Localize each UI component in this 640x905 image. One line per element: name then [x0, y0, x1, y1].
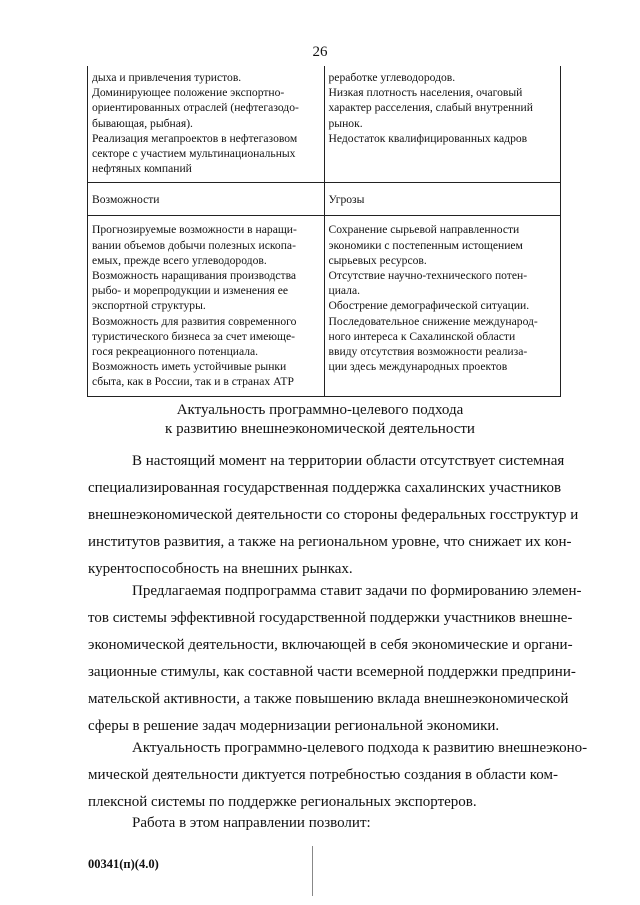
opportunities-cell	[88, 216, 325, 396]
opportunities-line: рыбо- и морепродукции и изменения ее	[92, 284, 289, 298]
threats-line: ции здесь международных проектов	[328, 360, 508, 374]
paragraph-3	[88, 735, 588, 816]
paragraph-line: экономической деятельности, включающей в себя экономические и органи-	[88, 637, 573, 653]
threats-line: ввиду отсутствия возможности реализа-	[328, 345, 528, 359]
page-number: 26	[312, 44, 328, 60]
threats-line: Отсутствие научно-технического потен-	[328, 269, 528, 283]
threats-line: Сохранение сырьевой направленности	[328, 223, 520, 237]
section-heading-line: к развитию внешнеэкономической деятельности	[165, 421, 475, 437]
paragraph-line: специализированная государственная поддержка сахалинских участников	[88, 480, 562, 496]
strengths-cell	[88, 66, 325, 183]
opportunities-line: Прогнозируемые возможности в наращи-	[92, 223, 297, 237]
paragraph-line: плексной системы по поддержке региональных экспортеров.	[88, 794, 477, 810]
weaknesses-cell	[324, 66, 561, 183]
threats-line: Обострение демографической ситуации.	[328, 299, 530, 313]
strengths-line: дыха и привлечения туристов.	[92, 71, 242, 84]
strengths-line: нефтяных компаний	[92, 162, 192, 176]
threats-header: Угрозы	[324, 183, 561, 216]
weaknesses-line: Низкая плотность населения, очаговый	[328, 86, 523, 100]
threats-line: экономики с постепенным истощением	[328, 238, 523, 252]
paragraph-line: курентоспособность на внешних рынках.	[88, 561, 353, 577]
threats-cell	[324, 216, 561, 396]
section-heading-line: Актуальность программно-целевого подхода	[176, 402, 464, 418]
paragraph-line: мической деятельности диктуется потребностью создания в области ком-	[88, 767, 558, 783]
paragraph-4	[88, 810, 558, 837]
paragraph-line: Предлагаемая подпрограмма ставит задачи по формированию элемен-	[132, 583, 582, 599]
strengths-line: бывающая, рыбная).	[92, 116, 193, 130]
weaknesses-line: реработке углеводородов.	[328, 71, 456, 84]
threats-line: ного интереса к Сахалинской области	[328, 329, 516, 343]
opportunities-header: Возможности	[88, 183, 325, 216]
threats-line: сырьевых ресурсов.	[328, 253, 427, 267]
paragraph-line: институтов развития, а также на региональном уровне, что снижает их кон-	[88, 534, 572, 550]
opportunities-line: экспортной структуры.	[92, 299, 206, 313]
document-code: 00341(п)(4.0)	[88, 857, 159, 871]
paragraph-line: Работа в этом направлении позволит:	[132, 815, 371, 831]
paragraph-line: В настоящий момент на территории области отсутствует системная	[132, 453, 565, 469]
weaknesses-line: рынок.	[328, 116, 363, 130]
opportunities-line: туристического бизнеса за счет имеюще-	[92, 329, 295, 343]
strengths-line: ориентированных отраслей (нефтегазодо-	[92, 101, 299, 115]
weaknesses-line: Недостаток квалифицированных кадров	[328, 131, 528, 145]
paragraph-1	[88, 448, 579, 583]
opportunities-line: Возможность наращивания производства	[92, 269, 297, 283]
opportunities-line: Возможность иметь устойчивые рынки	[92, 360, 287, 374]
opportunities-line: Возможность для развития современного	[92, 314, 297, 328]
swot-table	[87, 66, 561, 397]
opportunities-line: емых, прежде всего углеводородов.	[92, 253, 267, 267]
weaknesses-line: характер расселения, слабый внутренний	[328, 101, 533, 115]
paragraph-line: мательской активности, а также повышению вклада внешнеэкономической	[88, 691, 569, 707]
paragraph-line: внешнеэкономической деятельности со стороны федеральных госструктур и	[88, 507, 579, 523]
paragraph-line: тов системы эффективной государственной поддержки участников внешне-	[88, 610, 573, 626]
paragraph-line: сферы в решение задач модернизации региональной экономики.	[88, 718, 500, 734]
paragraph-2	[88, 578, 582, 740]
threats-line: циала.	[328, 284, 360, 298]
strengths-line: секторе с участием мультинациональных	[92, 147, 296, 161]
strengths-line: Доминирующее положение экспортно-	[92, 86, 285, 100]
opportunities-line: сбыта, как в России, так и в странах АТР	[92, 375, 294, 389]
scan-artifact-line	[312, 846, 313, 896]
paragraph-line: зационные стимулы, как составной части всемерной поддержки предприни-	[88, 664, 576, 680]
opportunities-line: вании объемов добычи полезных ископа-	[92, 238, 296, 252]
paragraph-line: Актуальность программно-целевого подхода к развитию внешнеэконо-	[132, 740, 588, 756]
opportunities-line: гося рекреационного потенциала.	[92, 345, 259, 359]
section-heading	[0, 401, 640, 439]
threats-line: Последовательное снижение международ-	[328, 314, 538, 328]
strengths-line: Реализация мегапроектов в нефтегазовом	[92, 131, 298, 145]
